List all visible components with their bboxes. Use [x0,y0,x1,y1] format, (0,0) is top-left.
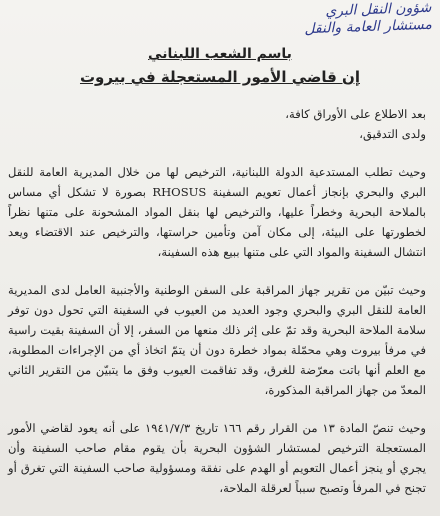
document-header [0,46,440,86]
paragraph-2: وحيث تبيّن من تقرير جهاز المراقبة على السفن الوطنية والأجنبية العامل لدى المديرية العامة للنقل البري والبحري وجود العديد من العيوب في السفينة التي تحول دون توفر سلامة الملاحة البحرية وقد تمّ على إثر ذلك منعها من السفر، إلا أن السفينة بقيت راسية في مرفأ بيروت وهي محمّلة بمواد خطرة دون أن يتمّ اتخاذ أي من الإجراءات المطلوبة، مع العلم أنها باتت معرّضة للغرق، وقد تفاقمت العيوب وفق ما يتبيّن من التقرير الثاني المعدّ من جهاز المراقبة المذكورة، [8,283,426,397]
handwritten-line-2: مستشار العامة والنقل [304,16,433,38]
handwritten-line-1: شؤون النقل البري [325,0,432,20]
paragraph-1: وحيث تطلب المستدعية الدولة اللبنانية، الترخيص لها من خلال المديرية العامة للنقل البري والبحري بإنجاز أعمال تعويم السفينة RHOSUS بصورة لا تشكل أي مساس بالملاحة البحرية وخطراً عليها، والترخيص لها بنقل المواد المشحونة على متنها نظراً لخطورتها على البيئة، إلى مكان آمن وتأمين حراستها، والترخيص عند الاقتضاء ويعد انتشال السفينة والمواد التي على متنها ببيع هذه السفينة، [8,165,426,259]
intro-line-2: ولدى التدقيق، [359,127,426,141]
header-line-1: باسم الشعب اللبناني [148,46,292,62]
paragraph-3: وحيث تنصّ المادة ١٣ من القرار رقم ١٦٦ تاريخ ١٩٤١/٧/٣ على أنه يعود لقاضي الأمور المستعجلة الترخيص لمستشار الشؤون البحرية بأن يقوم مقام صاحب السفينة وأن يجري أو ينجز أعمال التعويم أو الهدم على نفقة ومسؤولية صاحب السفينة التي تغرق أو تجنح في المرفأ وتصبح سبباً لعرقلة الملاحة، [8,421,426,495]
intro-line-1: بعد الاطلاع على الأوراق كافة، [285,107,426,121]
handwritten-annotation [304,0,433,38]
document-body [8,104,426,516]
header-line-2: إن قاضي الأمور المستعجلة في بيروت [79,68,360,86]
